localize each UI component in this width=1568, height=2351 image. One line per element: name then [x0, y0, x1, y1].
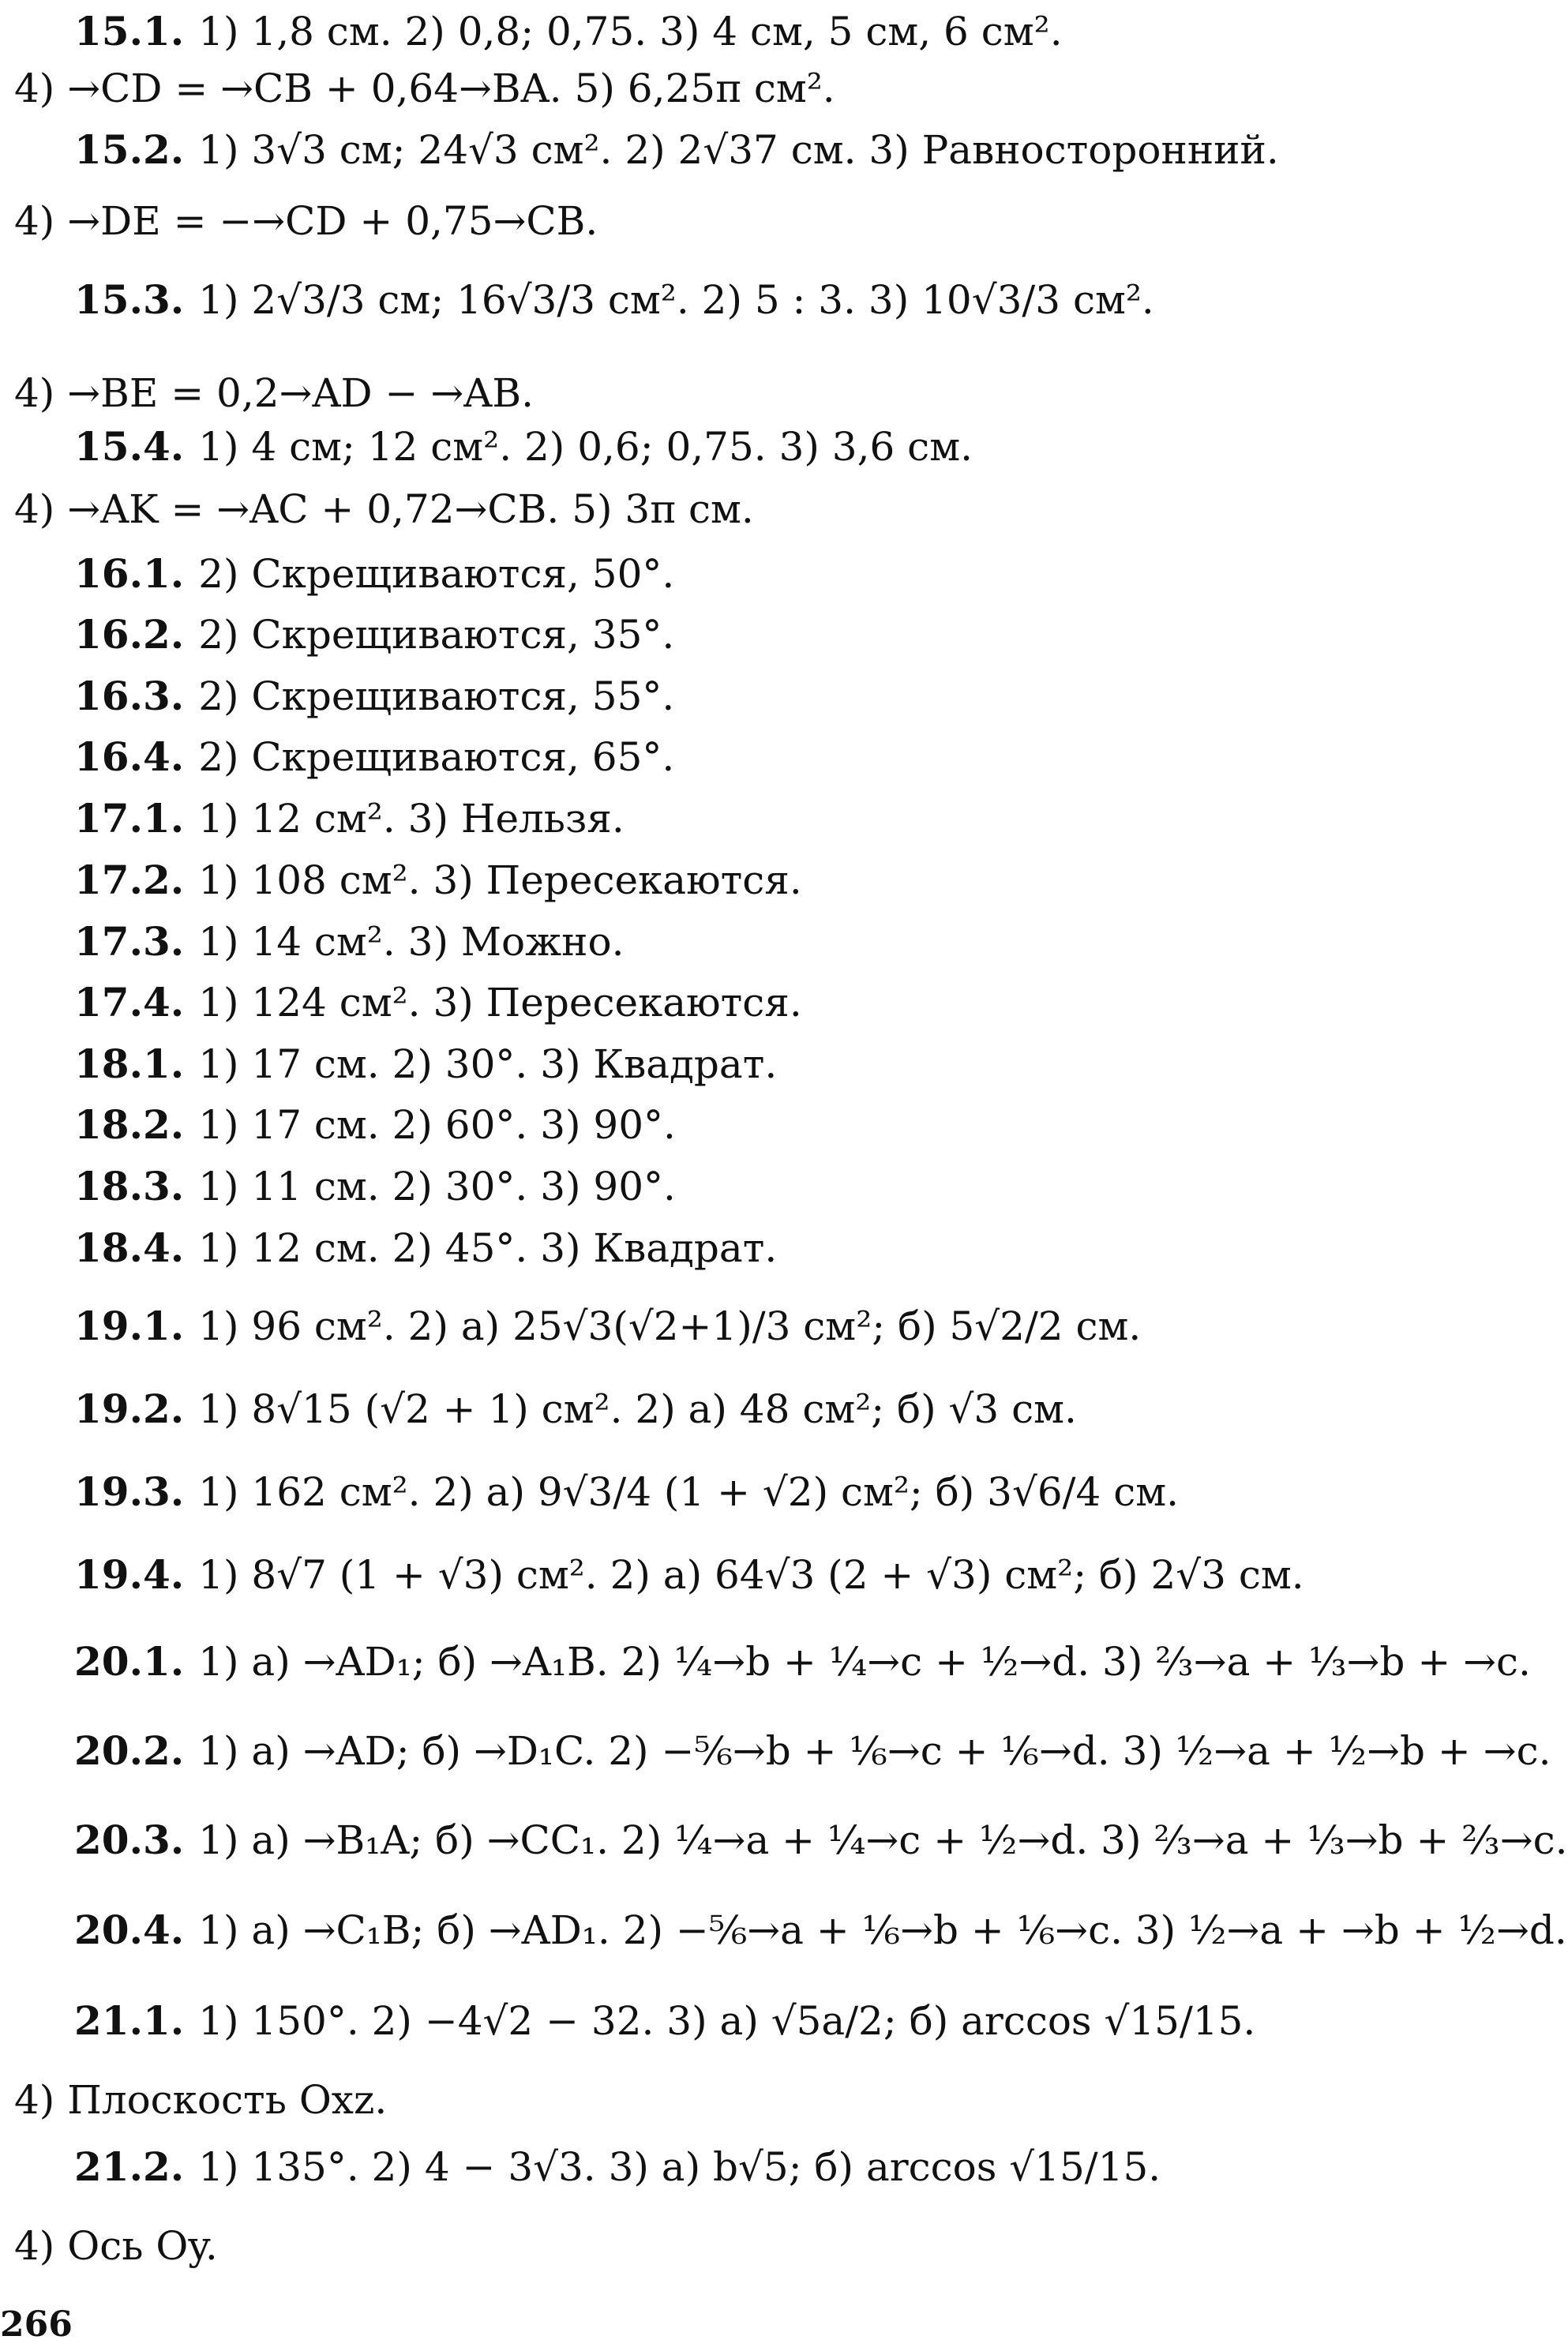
answer-number: 16.3. [74, 673, 185, 719]
answer-text: 1) 17 см. 2) 30°. 3) Квадрат. [198, 1041, 778, 1087]
answer-line [0, 423, 1412, 471]
answer-line [0, 1449, 1412, 1535]
answer-number: 21.1. [74, 1997, 185, 2044]
answer-line [0, 1797, 1568, 1884]
answer-line [0, 1887, 1567, 1974]
answer-number: 17.2. [74, 857, 185, 903]
answer-number: 17.3. [74, 918, 185, 965]
answer-line [0, 8, 1412, 55]
answer-number: 17.4. [74, 979, 185, 1026]
answer-text: 1) 3√3 см; 24√3 см². 2) 2√37 см. 3) Равносторонний. [198, 127, 1279, 173]
answer-text: 4) →CD = →CB + 0,64→BA. 5) 6,25π см². [14, 66, 835, 111]
answer-number: 15.1. [74, 8, 185, 54]
answer-line [0, 1708, 1551, 1794]
answer-line [0, 550, 1412, 598]
answer-text: 4) →DE = −→CD + 0,75→CB. [14, 198, 598, 244]
answer-number: 19.3. [74, 1468, 185, 1515]
answer-number: 16.2. [74, 611, 185, 658]
answer-text: 1) а) →B₁A; б) →CC₁. 2) ¼→a + ¼→c + ½→d. 3) ⅔→a + ⅓→b + ⅔→c. [198, 1817, 1568, 1863]
answer-line [0, 257, 1412, 343]
answer-line [0, 2124, 1412, 2210]
answer-text: 1) 96 см². 2) а) 25√3(√2+1)/3 см²; б) 5√2/2 см. [198, 1303, 1142, 1349]
answer-line [0, 369, 1412, 417]
answer-text: 4) →BE = 0,2→AD − →AB. [14, 370, 534, 416]
answer-text: 2) Скрещиваются, 65°. [198, 734, 675, 780]
answer-line [0, 611, 1412, 658]
answer-text: 1) 150°. 2) −4√2 − 32. 3) а) √5a/2; б) arccos √15/15. [198, 1998, 1256, 2044]
answer-number: 17.1. [74, 795, 185, 842]
answer-text: 1) а) →AD₁; б) →A₁B. 2) ¼→b + ¼→c + ½→d. 3) ⅔→a + ⅓→b + →c. [198, 1639, 1531, 1685]
answer-text: 1) 8√15 (√2 + 1) см². 2) а) 48 см²; б) √3 см. [198, 1386, 1077, 1432]
answer-number: 21.2. [74, 2143, 185, 2190]
answer-text: 2) Скрещиваются, 50°. [198, 551, 675, 597]
answer-line [0, 1041, 1412, 1088]
answer-number: 15.3. [74, 276, 185, 323]
answer-text: 1) 4 см; 12 см². 2) 0,6; 0,75. 3) 3,6 см. [198, 424, 973, 470]
answer-number: 19.1. [74, 1303, 185, 1349]
answer-number: 15.2. [74, 126, 185, 173]
answer-number: 20.4. [74, 1907, 185, 1953]
answer-line [0, 197, 1412, 245]
answer-line [0, 126, 1412, 174]
answer-line [0, 1101, 1412, 1149]
answer-text: 4) Ось Oy. [14, 2223, 218, 2269]
answer-number: 18.1. [74, 1041, 185, 1087]
answer-line [0, 1618, 1531, 1705]
answer-text: 1) 8√7 (1 + √3) см². 2) а) 64√3 (2 + √3) см²; б) 2√3 см. [198, 1552, 1304, 1598]
answer-text: 4) Плоскость Oxz. [14, 2077, 388, 2123]
answer-number: 20.3. [74, 1817, 185, 1863]
answer-text: 2) Скрещиваются, 55°. [198, 673, 675, 719]
answer-line [0, 795, 1412, 842]
answer-text: 1) 162 см². 2) а) 9√3/4 (1 + √2) см²; б) 3√6/4 см. [198, 1469, 1179, 1515]
answer-text: 1) 2√3/3 см; 16√3/3 см². 2) 5 : 3. 3) 10√3/3 см². [198, 277, 1154, 323]
answer-text: 1) 12 см². 3) Нельзя. [198, 796, 625, 842]
answer-line [0, 1163, 1412, 1210]
answer-text: 1) 108 см². 3) Пересекаются. [198, 857, 802, 903]
answer-number: 20.2. [74, 1727, 185, 1774]
answer-line [0, 2076, 1412, 2124]
answer-number: 16.1. [74, 550, 185, 597]
answer-text: 1) 135°. 2) 4 − 3√3. 3) а) b√5; б) arccos √15/15. [198, 2144, 1161, 2190]
answer-text: 1) а) →C₁B; б) →AD₁. 2) −⅚→a + ⅙→b + ⅙→c. 3) ½→a + →b + ½→d. [198, 1907, 1567, 1953]
answer-line [0, 65, 1412, 112]
answer-line [0, 1283, 1412, 1370]
answer-text: 1) 1,8 см. 2) 0,8; 0,75. 3) 4 см, 5 см, 6 см². [198, 9, 1063, 54]
answer-number: 18.2. [74, 1101, 185, 1148]
answer-text: 1) а) →AD; б) →D₁C. 2) −⅚→b + ⅙→c + ⅙→d. 3) ½→a + ½→b + →c. [198, 1728, 1551, 1774]
answer-line [0, 918, 1412, 966]
answer-number: 15.4. [74, 423, 185, 470]
answer-text: 4) →AK = →AC + 0,72→CB. 5) 3π см. [14, 486, 754, 532]
answer-line [0, 1978, 1412, 2064]
answer-number: 20.1. [74, 1638, 185, 1685]
answer-number: 16.4. [74, 733, 185, 780]
answer-line [0, 857, 1412, 904]
answer-text: 1) 17 см. 2) 60°. 3) 90°. [198, 1102, 676, 1148]
answer-text: 1) 14 см². 3) Можно. [198, 919, 625, 965]
page-number: 266 [0, 2304, 73, 2345]
answer-line [0, 1224, 1412, 1272]
answer-number: 19.4. [74, 1551, 185, 1598]
answer-number: 18.3. [74, 1163, 185, 1209]
answer-text: 2) Скрещиваются, 35°. [198, 612, 675, 658]
answer-line [0, 733, 1412, 781]
answer-number: 18.4. [74, 1224, 185, 1271]
answer-text: 1) 11 см. 2) 30°. 3) 90°. [198, 1164, 676, 1209]
answer-text: 1) 12 см. 2) 45°. 3) Квадрат. [198, 1225, 778, 1271]
answer-line [0, 1385, 1412, 1433]
answer-line [0, 2222, 1412, 2270]
answer-line [0, 486, 1412, 533]
answer-line [0, 979, 1412, 1026]
answer-number: 19.2. [74, 1385, 185, 1432]
answer-text: 1) 124 см². 3) Пересекаются. [198, 980, 802, 1026]
answer-line [0, 1551, 1412, 1599]
answer-line [0, 673, 1412, 720]
